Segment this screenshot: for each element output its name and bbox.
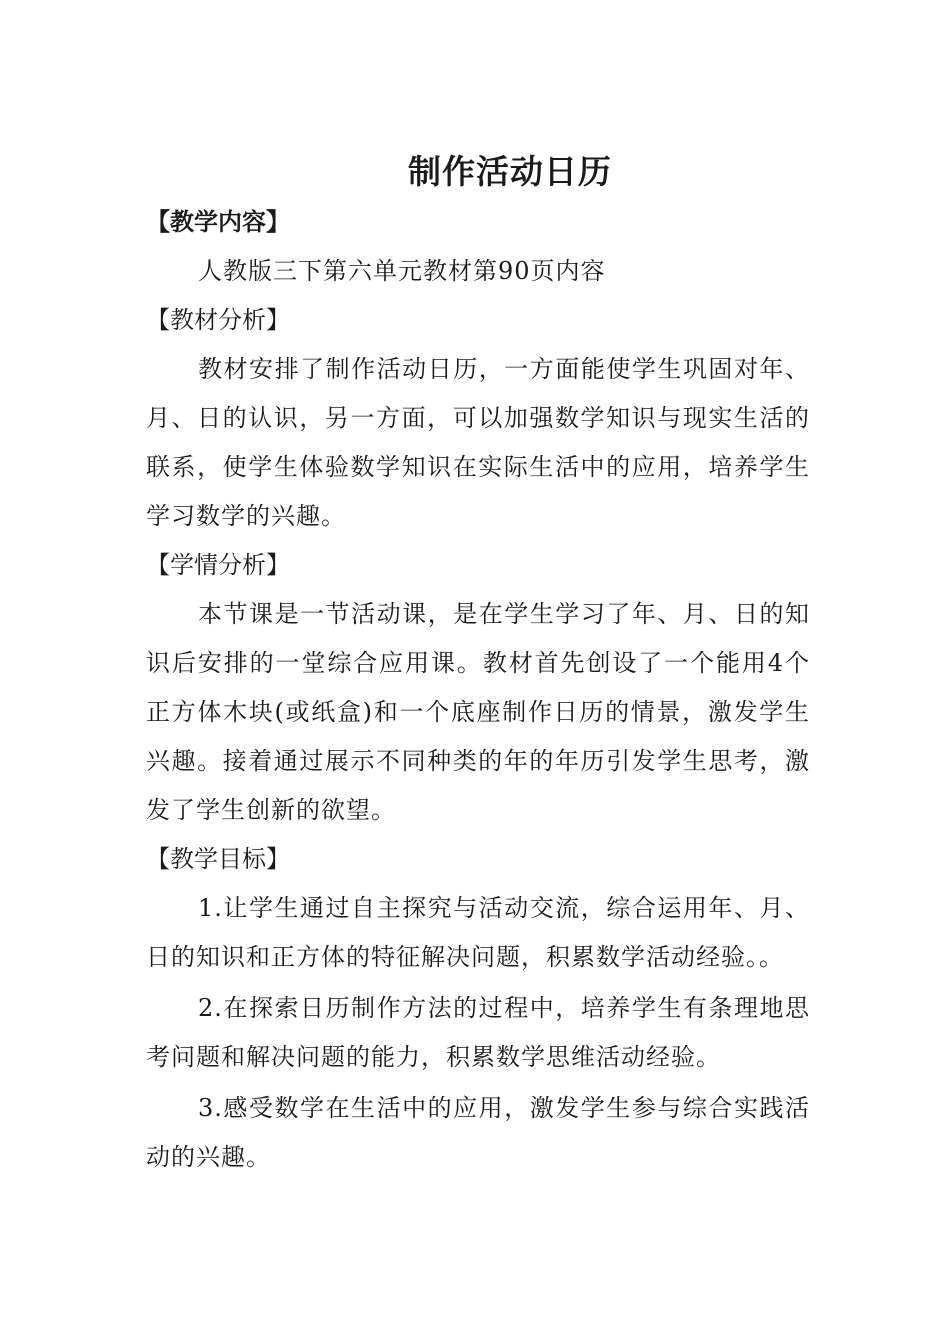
teaching-goal-item: 2.在探索日历制作方法的过程中，培养学生有条理地思考问题和解决问题的能力，积累数学思维活动经验。 <box>146 994 810 1071</box>
teaching-goal-item: 1.让学生通过自主探究与活动交流，综合运用年、月、日的知识和正方体的特征解决问题，积累数学活动经验。。 <box>146 894 810 971</box>
section-heading-learner-analysis: 【学情分析】 <box>146 551 290 579</box>
teaching-goal-item: 3.感受数学在生活中的应用，激发学生参与综合实践活动的兴趣。 <box>146 1094 810 1171</box>
document-title: 制作活动日历 <box>408 152 612 191</box>
section-heading-teaching-goals: 【教学目标】 <box>146 845 290 873</box>
section-heading-teaching-content: 【教学内容】 <box>146 208 290 236</box>
learner-analysis-text: 本节课是一节活动课，是在学生学习了年、月、日的知识后安排的一堂综合应用课。教材首先创设了一个能用4个正方体木块(或纸盒)和一个底座制作日历的情景，激发学生兴趣。接着通过展示不同种类的年的年历引发学生思考，激发了学生创新的欲望。 <box>146 600 810 824</box>
document-body <box>146 198 810 1182</box>
section-heading-material-analysis: 【教材分析】 <box>146 306 290 334</box>
material-analysis-text: 教材安排了制作活动日历，一方面能使学生巩固对年、月、日的认识，另一方面，可以加强数学知识与现实生活的联系，使学生体验数学知识在实际生活中的应用，培养学生学习数学的兴趣。 <box>146 355 810 530</box>
teaching-content-text: 人教版三下第六单元教材第90页内容 <box>198 257 606 285</box>
